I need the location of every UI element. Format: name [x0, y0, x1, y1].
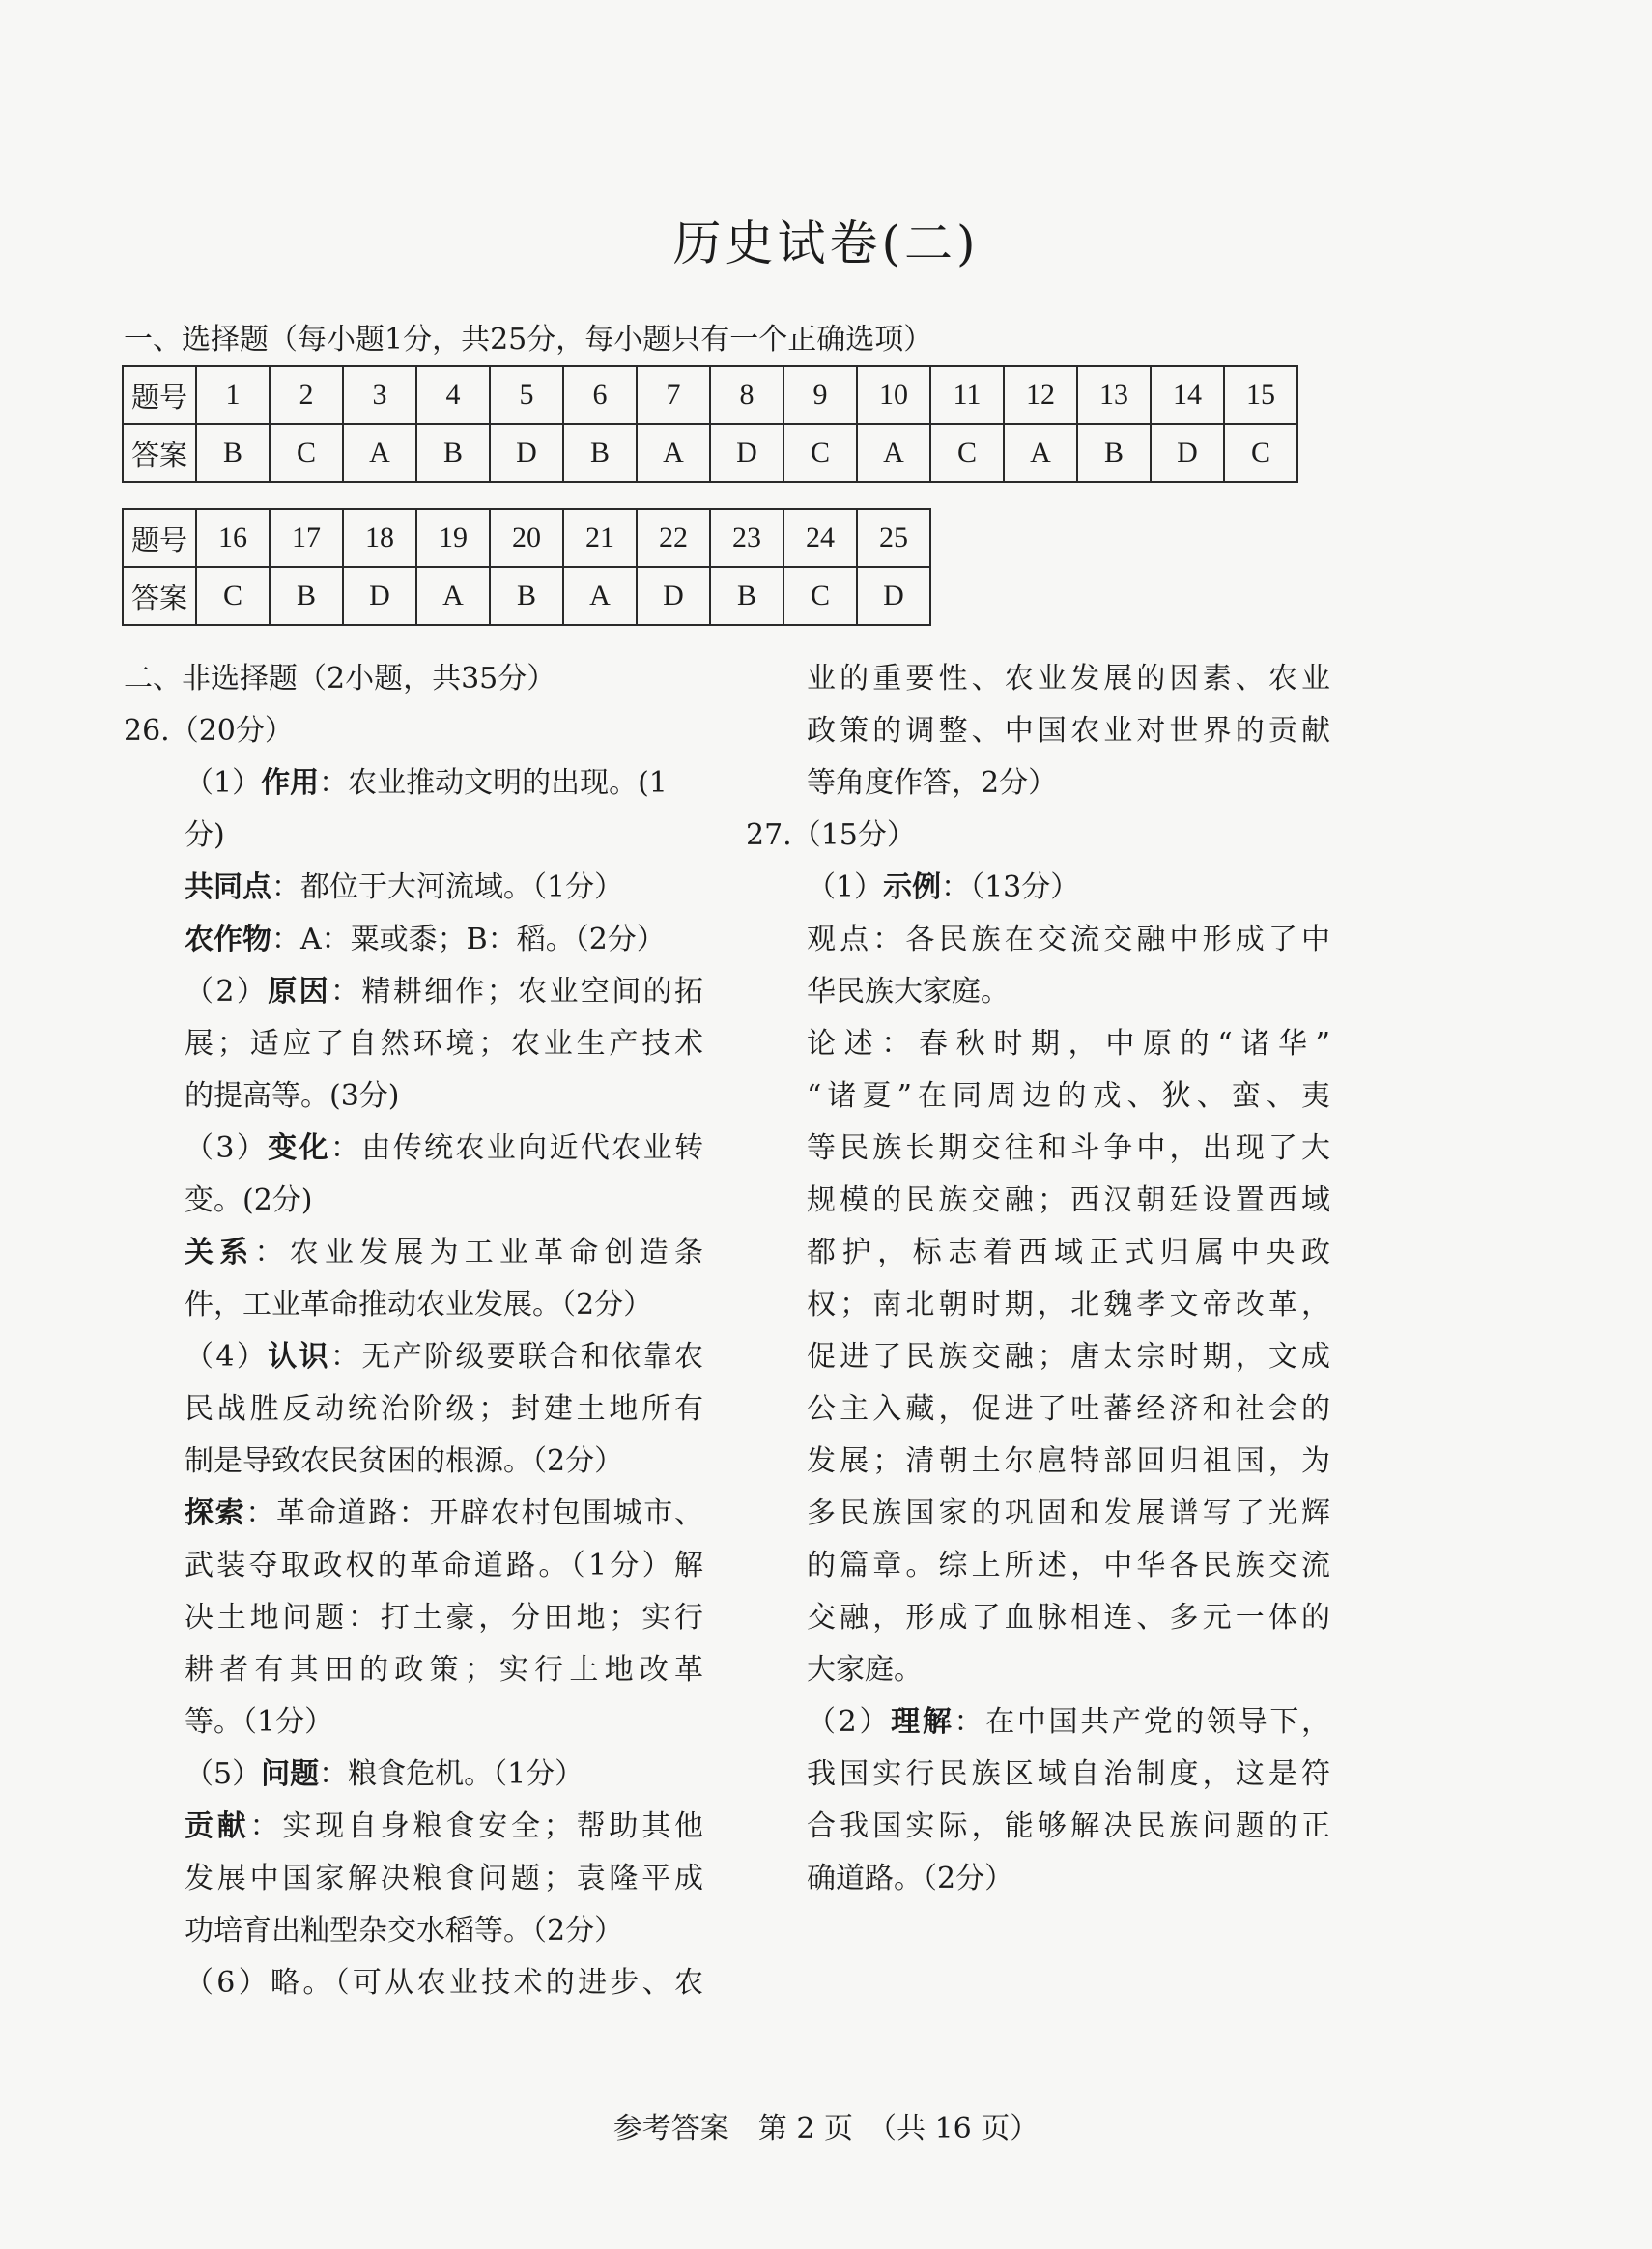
q26-part2-line2: 展；适应了自然环境；农业生产技术 [185, 1027, 703, 1061]
q26-part6-line2: 业的重要性、农业发展的因素、农业 [807, 662, 1330, 696]
answer-cell: C [783, 424, 857, 482]
q27-argument-line13: 大家庭。 [807, 1653, 923, 1687]
question-number-cell: 10 [857, 366, 930, 424]
page-title: 历史试卷(二) [672, 215, 980, 271]
q26-contribution-line1: 贡献：实现自身粮食安全；帮助其他 [185, 1809, 704, 1843]
q27-part2-line2: 我国实行民族区域自治制度，这是符 [807, 1757, 1330, 1791]
question-number-cell: 20 [490, 509, 563, 567]
question-number-cell: 9 [783, 366, 857, 424]
question-number-cell: 23 [710, 509, 783, 567]
q26-explore-line5: 等。（1分） [185, 1705, 334, 1739]
q26-part3-line1: （3）变化：由传统农业向近代农业转 [185, 1131, 704, 1165]
question-number-cell: 2 [270, 366, 343, 424]
question-number-cell: 6 [563, 366, 637, 424]
q27-argument-line7: 促进了民族交融；唐太宗时期，文成 [807, 1340, 1330, 1374]
row-label-question: 题号 [123, 366, 196, 424]
q27-argument-line9: 发展；清朝土尔扈特部回归祖国，为 [807, 1444, 1330, 1478]
answer-cell: B [1077, 424, 1151, 482]
q26-relation-line1: 关系：农业发展为工业革命创造条 [185, 1236, 704, 1269]
answer-cell: C [270, 424, 343, 482]
q26-part2-line3: 的提高等。(3分) [185, 1079, 400, 1113]
q27-part2-line4: 确道路。（2分） [807, 1862, 1014, 1895]
q26-heading: 26.（20分） [124, 714, 294, 748]
answer-cell: C [196, 567, 270, 625]
q27-argument-line5: 都护，标志着西域正式归属中央政 [807, 1236, 1330, 1269]
row-label-question: 题号 [123, 509, 196, 567]
question-number-cell: 1 [196, 366, 270, 424]
q27-argument-line8: 公主入藏，促进了吐蕃经济和社会的 [807, 1392, 1330, 1426]
q26-part2-line1: （2）原因：精耕细作；农业空间的拓 [185, 975, 704, 1009]
q27-part2-line1: （2）理解：在中国共产党的领导下， [807, 1705, 1331, 1739]
answer-cell: A [857, 424, 930, 482]
q26-part6-line3: 政策的调整、中国农业对世界的贡献 [807, 714, 1330, 748]
row-label-answer: 答案 [123, 567, 196, 625]
answer-cell: A [1004, 424, 1077, 482]
q27-argument-line10: 多民族国家的巩固和发展谱写了光辉 [807, 1496, 1330, 1530]
answer-cell: D [490, 424, 563, 482]
q26-explore-line1: 探索：革命道路：开辟农村包围城市、 [185, 1496, 703, 1530]
q26-part4-line1: （4）认识：无产阶级要联合和依靠农 [185, 1340, 704, 1374]
question-number-cell: 15 [1224, 366, 1297, 424]
answer-cell: D [857, 567, 930, 625]
q26-common: 共同点：都位于大河流域。（1分） [185, 870, 624, 904]
answer-cell: A [637, 424, 710, 482]
row-label-answer: 答案 [123, 424, 196, 482]
q26-part6-line4: 等角度作答，2分） [807, 766, 1058, 800]
q26-explore-line2: 武装夺取政权的革命道路。（1分）解 [185, 1549, 703, 1582]
q26-part3-line2: 变。(2分) [185, 1183, 313, 1217]
q27-view-line1: 观点：各民族在交流交融中形成了中 [807, 923, 1330, 956]
answer-cell: B [710, 567, 783, 625]
q26-explore-line3: 决土地问题：打土豪，分田地；实行 [185, 1601, 703, 1635]
q26-relation-line2: 件，工业革命推动农业发展。（2分） [185, 1288, 653, 1322]
answer-cell: A [416, 567, 490, 625]
answer-cell: D [1151, 424, 1224, 482]
q26-contribution-line3: 功培育出籼型杂交水稻等。（2分） [185, 1914, 624, 1948]
answer-cell: D [710, 424, 783, 482]
q27-argument-line12: 交融，形成了血脉相连、多元一体的 [807, 1601, 1330, 1635]
answer-table-1 [122, 365, 1298, 483]
question-number-cell: 22 [637, 509, 710, 567]
q27-argument-line6: 权；南北朝时期，北魏孝文帝改革， [807, 1288, 1330, 1322]
question-number-cell: 19 [416, 509, 490, 567]
q26-part1: （1）作用：农业推动文明的出现。(1分) [185, 766, 668, 852]
q27-argument-line1: 论述：春秋时期，中原的“诸华” [807, 1027, 1330, 1061]
question-number-cell: 24 [783, 509, 857, 567]
answer-cell: B [416, 424, 490, 482]
q27-argument-line2: “诸夏”在同周边的戎、狄、蛮、夷 [807, 1079, 1330, 1113]
page-footer: 参考答案 第 2 页 （共 16 页） [612, 2112, 1040, 2146]
question-number-cell: 16 [196, 509, 270, 567]
answer-cell: C [930, 424, 1004, 482]
q26-part6-line1: （6）略。（可从农业技术的进步、农 [185, 1966, 703, 2000]
answer-cell: A [563, 567, 637, 625]
question-number-cell: 17 [270, 509, 343, 567]
question-number-cell: 25 [857, 509, 930, 567]
q27-argument-line4: 规模的民族交融；西汉朝廷设置西域 [807, 1183, 1330, 1217]
answer-cell: D [343, 567, 416, 625]
q26-part5: （5）问题：粮食危机。（1分） [185, 1757, 584, 1791]
question-number-cell: 4 [416, 366, 490, 424]
question-number-cell: 21 [563, 509, 637, 567]
q26-part4-line3: 制是导致农民贫困的根源。（2分） [185, 1444, 624, 1478]
q27-part2-line3: 合我国实际，能够解决民族问题的正 [807, 1809, 1330, 1843]
question-number-cell: 11 [930, 366, 1004, 424]
q26-answer [124, 757, 703, 2009]
q26-crops: 农作物：A：粟或黍；B：稻。（2分） [185, 923, 666, 956]
right-column [746, 653, 1330, 1905]
q26-part6-continued [746, 653, 1330, 810]
q27-part1: （1）示例：（13分） [807, 870, 1080, 904]
q26-part4-line2: 民战胜反动统治阶级；封建土地所有 [185, 1392, 703, 1426]
q27-answer [746, 862, 1330, 1905]
answer-cell: D [637, 567, 710, 625]
answer-cell: C [1224, 424, 1297, 482]
question-number-cell: 12 [1004, 366, 1077, 424]
q27-view-line2: 华民族大家庭。 [807, 975, 1010, 1009]
q26-explore-line4: 耕者有其田的政策；实行土地改革 [185, 1653, 703, 1687]
answer-cell: C [783, 567, 857, 625]
q27-heading: 27.（15分） [746, 818, 916, 852]
question-number-cell: 7 [637, 366, 710, 424]
answer-cell: B [270, 567, 343, 625]
answer-table-2 [122, 508, 931, 626]
left-column [124, 653, 703, 2009]
question-number-cell: 8 [710, 366, 783, 424]
q26-contribution-line2: 发展中国家解决粮食问题；袁隆平成 [185, 1862, 703, 1895]
question-number-cell: 5 [490, 366, 563, 424]
question-number-cell: 18 [343, 509, 416, 567]
question-number-cell: 14 [1151, 366, 1224, 424]
question-number-cell: 3 [343, 366, 416, 424]
answer-cell: A [343, 424, 416, 482]
q27-argument-line3: 等民族长期交往和斗争中，出现了大 [807, 1131, 1330, 1165]
question-number-cell: 13 [1077, 366, 1151, 424]
section1-heading: 一、选择题（每小题1分，共25分，每小题只有一个正确选项） [124, 323, 933, 356]
answer-cell: B [490, 567, 563, 625]
section2-heading: 二、非选择题（2小题，共35分） [124, 662, 556, 696]
answer-cell: B [563, 424, 637, 482]
q27-argument-line11: 的篇章。综上所述，中华各民族交流 [807, 1549, 1330, 1582]
answer-cell: B [196, 424, 270, 482]
